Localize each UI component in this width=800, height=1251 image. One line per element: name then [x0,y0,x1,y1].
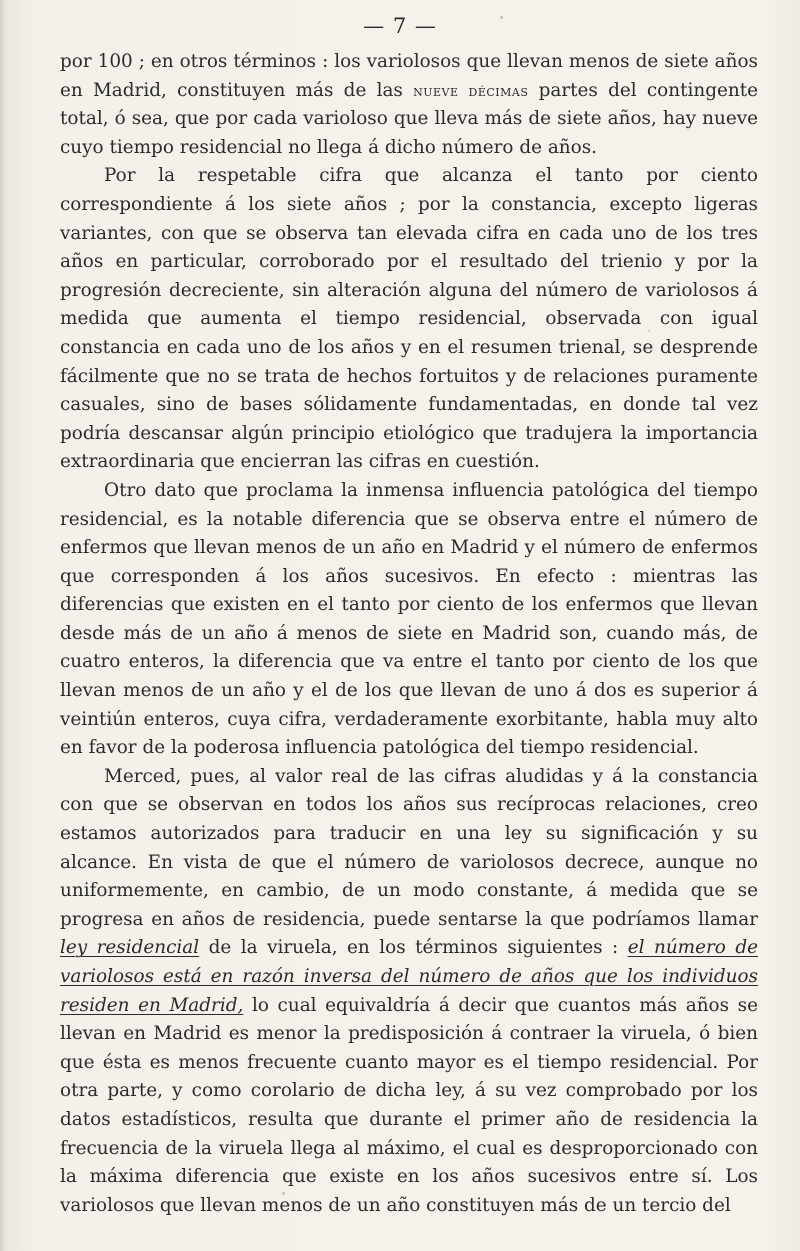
binding-edge [0,0,6,1251]
paragraph-1-text-a: por 100 ; en otros términos : los variolosos que llevan menos de siete años en Madrid, constituyen más de las [60,51,758,101]
paragraph-4-text-c: lo cual equivaldría á decir que cuantos más años se llevan en Madrid es menor la predisposición á contraer la viruela, ó bien que ésta es menos frecuente cuanto mayor es el tiempo residencial. Por otra parte, y como corolario de dicha ley, á su vez comprobado por los datos estadísticos, resulta que durante el primer año de residencia la frecuencia de la viruela llega al máximo, el cual es desproporcionado con la máxima diferencia que existe en los años sucesivos entre sí. Los variolosos que llevan menos de un año constituyen más de un tercio del [60,994,759,1216]
paragraph-1-smallcaps: nueve décimas [413,80,529,100]
paragraph-4-text-a: Merced, pues, al valor real de las cifras aludidas y á la constancia con que se observan en todos los años sus recíprocas relaciones, creo estamos autorizados para traducir en una ley su significación y su alcance. En vista de que el número de variolosos decrece, aunque no uniformemente, en cambio, de un modo constante, á medida que se progresa en años de residencia, puede sentarse la que podríamos llamar [60,765,758,930]
paragraph-1 [60,48,758,162]
law-statement-emphasis: el número de variolosos está en razón inversa del número de años que los individuos residen en Madrid, [60,937,758,1016]
paragraph-2: Por la respetable cifra que alcanza el tanto por ciento correspondiente á los siete años ; por la constancia, excepto ligeras variantes, con que se observa tan elevada cifra en cada uno de los tres años en particular, corroborado por el resultado del trienio y por la progresión decreciente, sin alteración alguna del número de variolosos á medida que aumenta el tiempo residencial, observada con igual constancia en cada uno de los años y en el resumen trienal, se desprende fácilmente que no se trata de hechos fortuitos y de relaciones puramente casuales, sino de bases sólidamente fundamentadas, en donde tal vez podría descansar algún principio etiológico que tradujera la importancia extraordinaria que encierran las cifras en cuestión. [60,165,758,473]
paper-speck [282,1192,285,1195]
body-text [60,48,758,1220]
paragraph-4-text-b: de la viruela, en los términos siguientes : [199,937,628,959]
ley-residencial-emphasis: ley residencial [60,937,200,959]
paragraph-1-text-b: partes del contingente total, ó sea, que por cada varioloso que lleva más de siete años, hay nueve cuyo tiempo residencial no llega á dicho número de años. [60,79,758,158]
paper-speck [648,330,650,332]
page-number: — 7 — [363,14,437,38]
paragraph-4 [60,763,758,1221]
paper-speck [500,16,503,19]
paragraph-3: Otro dato que proclama la inmensa influencia patológica del tiempo residencial, es la notable diferencia que se observa entre el número de enfermos que llevan menos de un año en Madrid y el número de enfermos que corresponden á los años sucesivos. En efecto : mientras las diferencias que existen en el tanto por ciento de los enfermos que llevan desde más de un año á menos de siete en Madrid son, cuando más, de cuatro enteros, la diferencia que va entre el tanto por ciento de los que llevan menos de un año y el de los que llevan de uno á dos es superior á veintiún enteros, cuya cifra, verdaderamente exorbitante, habla muy alto en favor de la poderosa influencia patológica del tiempo residencial. [60,479,758,759]
